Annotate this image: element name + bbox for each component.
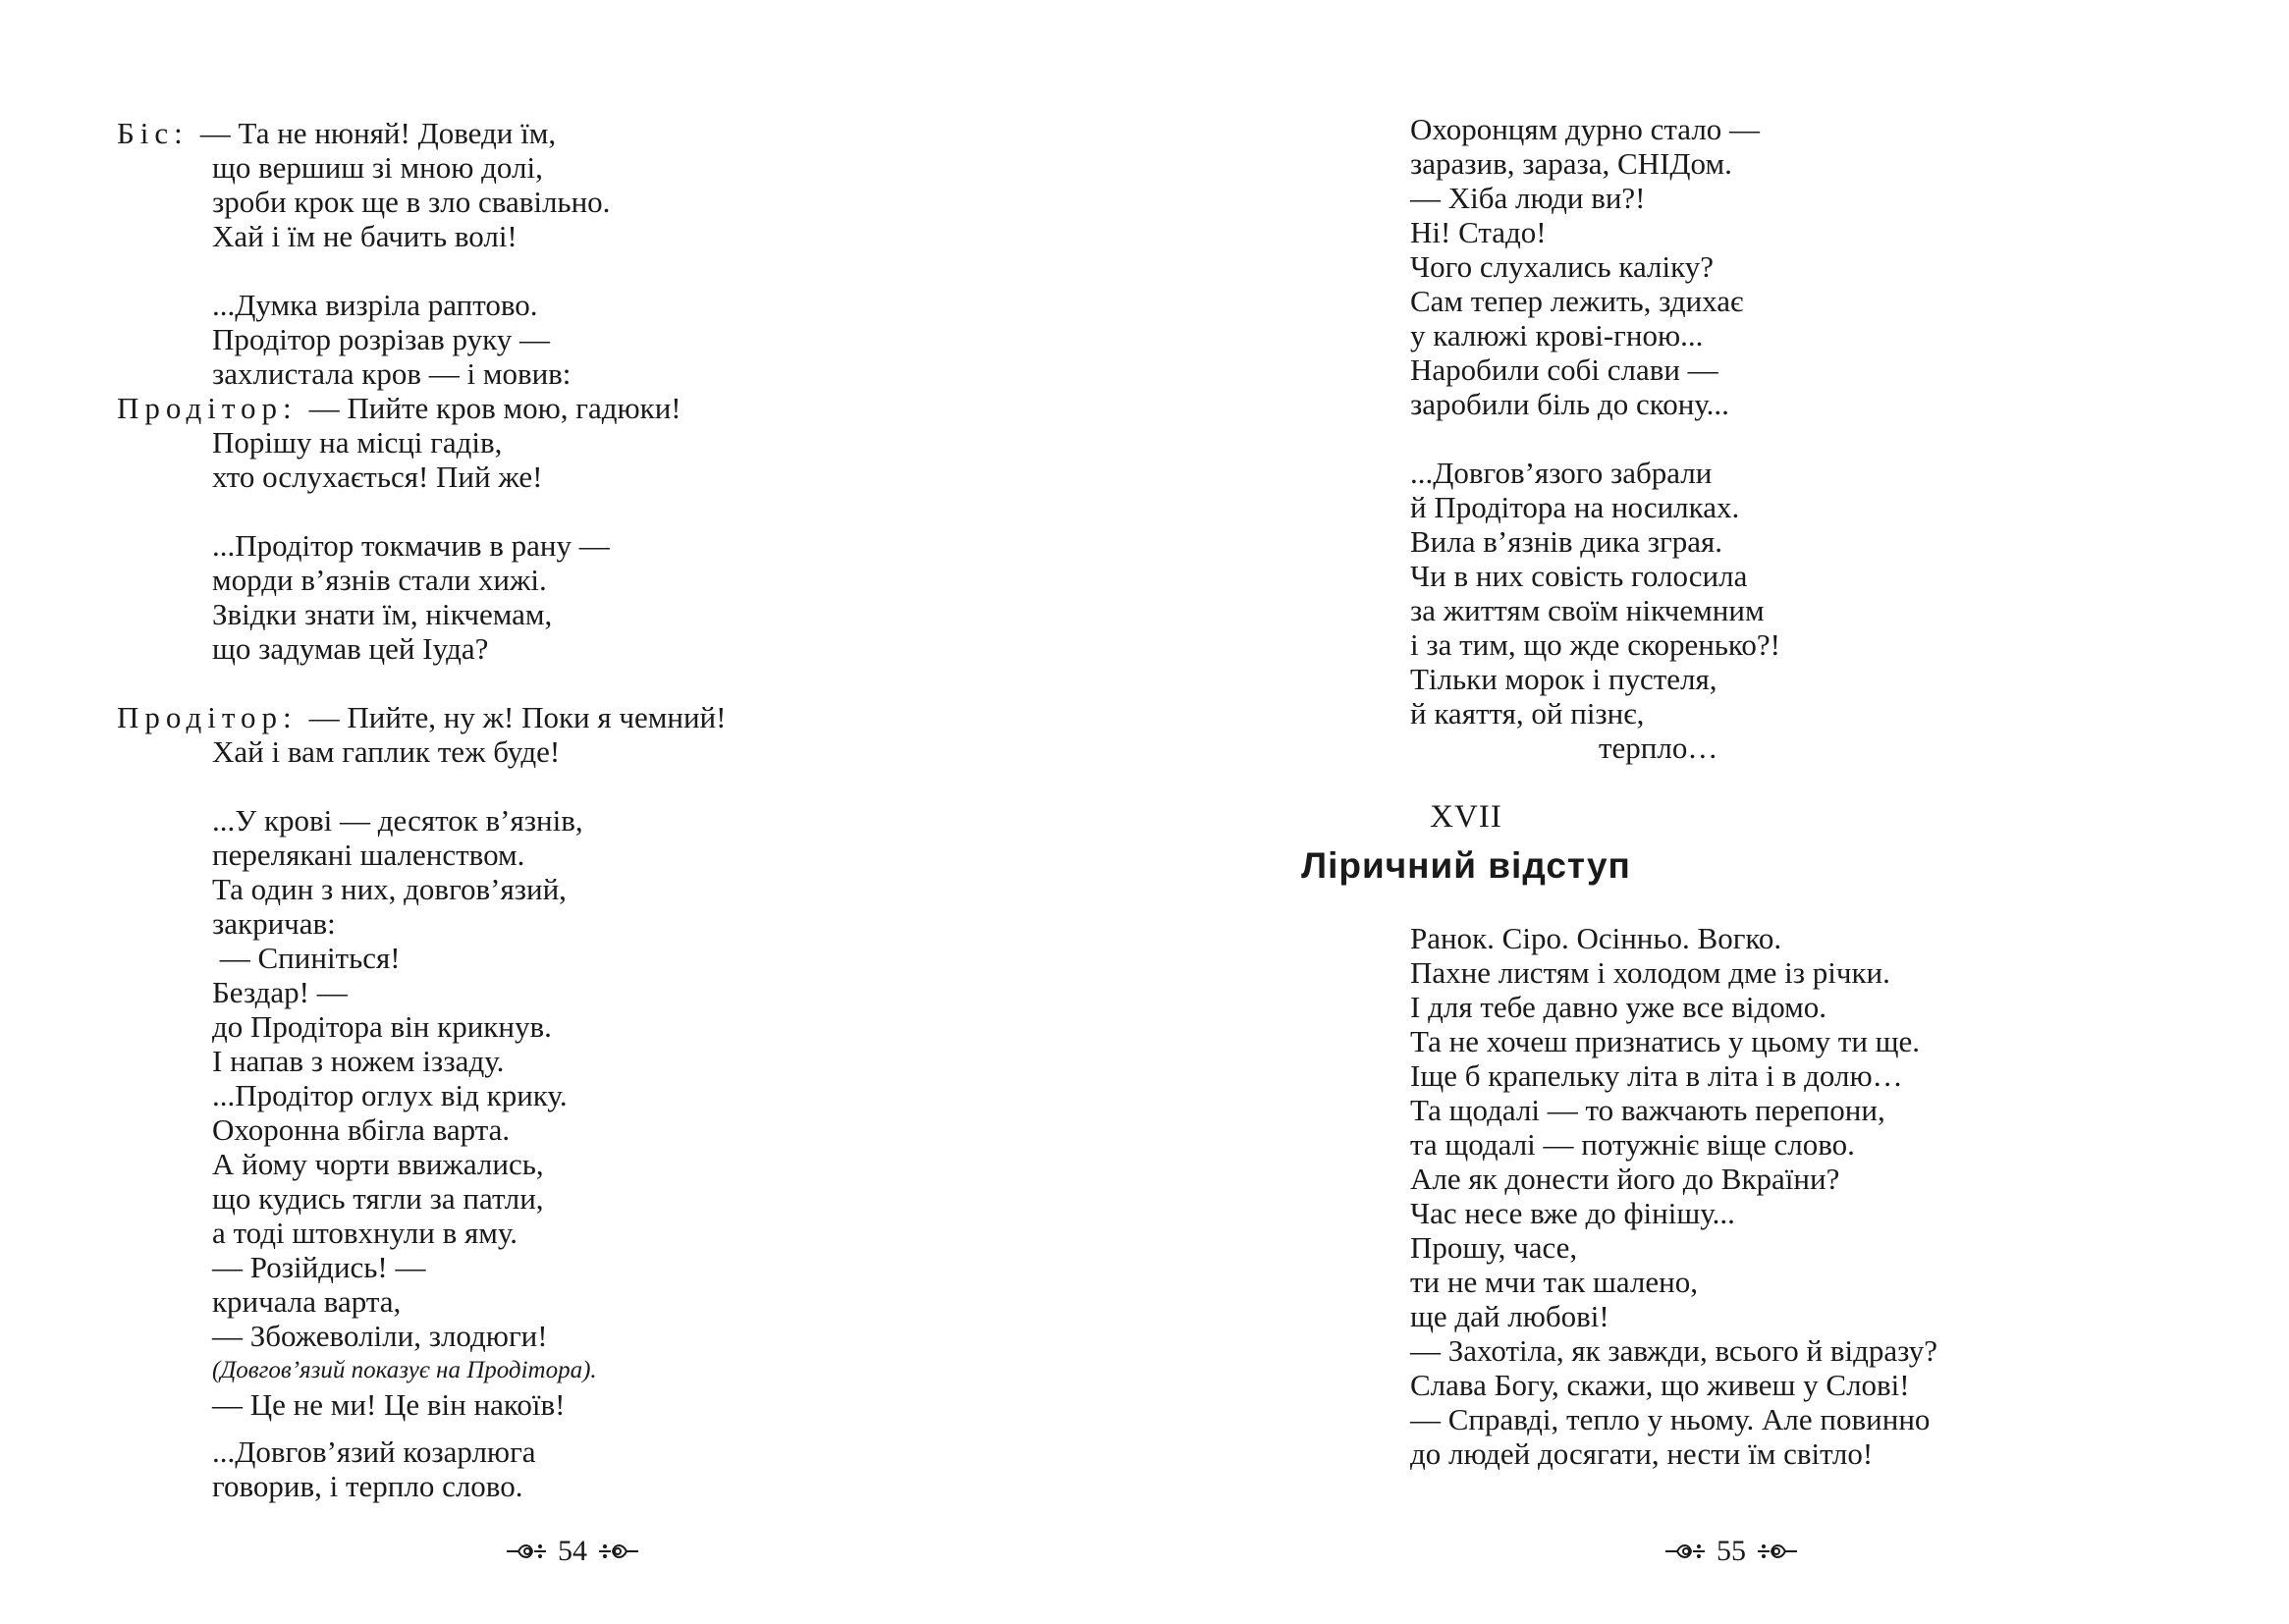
verse-line (1410, 146, 2255, 181)
verse-text: Чи в них совість голосила (1410, 559, 1748, 593)
verse-line (0, 872, 1144, 906)
stage-direction: (Довгов’язий показує на Продітора). (212, 1357, 597, 1383)
verse-text: Вила в’язнів дика зграя. (1410, 524, 1722, 559)
verse-text: закричав: (212, 906, 336, 941)
verse-text: А йому чорти ввижались, (212, 1147, 544, 1181)
stanza-break (1410, 421, 2255, 456)
verse-text: говорив, і терпло слово. (212, 1469, 523, 1503)
verse-line (0, 1353, 1144, 1387)
chapter-title: Ліричний відступ (1301, 845, 1631, 886)
fleuron-icon (597, 1541, 640, 1562)
verse-text: Та не хочеш признатись у цьому ти ще. (1410, 1024, 1921, 1058)
verse-line (0, 1469, 1144, 1503)
verse-text: — Це не ми! Це він накоїв! (212, 1387, 566, 1422)
verse-text: ...Довгов’язого забрали (1410, 456, 1713, 490)
verse-text: морди в’язнів стали хижі. (212, 563, 547, 597)
verse-line (1410, 456, 2255, 490)
verse-line (1410, 1162, 2255, 1196)
verse-line (1410, 1333, 2255, 1368)
verse-line (0, 219, 1144, 253)
verse-text: — Хіба люди ви?! (1410, 181, 1646, 215)
verse-text: до Продітора він крикнув. (212, 1009, 552, 1044)
verse-text: Охоронна вбігла варта. (212, 1112, 511, 1147)
verse-text: зроби крок ще в зло свавільно. (212, 185, 611, 219)
verse-text: захлистала кров — і мовив: (212, 356, 572, 391)
verse-text: І напав з ножем іззаду. (212, 1044, 505, 1078)
verse-line (0, 803, 1144, 838)
verse-line (1410, 955, 2255, 990)
verse-line (1410, 593, 2255, 627)
verse-text: Та щодалі — то важчають перепони, (1410, 1093, 1885, 1127)
verse-text: — Пийте кров мою, гадюки! (308, 391, 681, 425)
verse-text: Іще б крапельку літа в літа і в долю… (1410, 1058, 1903, 1093)
verse-line (1410, 1299, 2255, 1333)
verse-line (0, 1216, 1144, 1250)
verse-line (0, 1044, 1144, 1078)
verse-line (0, 1112, 1144, 1147)
verse-line (0, 425, 1144, 460)
verse-line (1410, 352, 2255, 387)
right-verse-bottom (1410, 921, 2255, 1471)
right-verse-top (1410, 112, 2255, 765)
verse-text: Слава Богу, скажи, що живеш у Слові! (1410, 1368, 1910, 1402)
verse-line (1410, 559, 2255, 593)
verse-text: Порішу на місці гадів, (212, 425, 503, 460)
verse-text: заробили біль до скону... (1410, 387, 1729, 421)
stanza-break (0, 494, 1144, 528)
right-folio (1663, 1532, 1799, 1571)
left-verse (0, 116, 1144, 1503)
verse-line (1410, 215, 2255, 249)
verse-text: Продітор розрізав руку — (212, 322, 550, 356)
left-folio (505, 1532, 640, 1571)
verse-text: Тільки морок і пустеля, (1410, 662, 1717, 696)
verse-text: Бездар! — (212, 975, 348, 1009)
page-number-right: 55 (1717, 1535, 1746, 1567)
verse-text: що кудись тягли за патли, (212, 1181, 544, 1216)
verse-text: Охоронцям дурно стало — (1410, 112, 1761, 146)
verse-line (0, 1387, 1144, 1422)
verse-text: перелякані шаленством. (212, 838, 525, 872)
verse-line (0, 1319, 1144, 1353)
verse-text: заразив, зараза, СНІДом. (1410, 146, 1732, 181)
verse-text: — Захотіла, як завжди, всього й відразу? (1410, 1333, 1937, 1368)
fleuron-icon (1756, 1541, 1799, 1562)
verse-line (1410, 1024, 2255, 1058)
stanza-break (0, 666, 1144, 700)
verse-line (0, 941, 1144, 975)
verse-text: що задумав цей Іуда? (212, 631, 489, 666)
verse-text: ...Продітор токмачив в рану — (212, 528, 610, 563)
verse-text: ...Продітор оглух від крику. (212, 1078, 568, 1112)
stanza-break (0, 769, 1144, 803)
verse-line (1410, 627, 2255, 662)
verse-line (1410, 181, 2255, 215)
verse-line (0, 1078, 1144, 1112)
verse-line (1410, 524, 2255, 559)
verse-text: — Спиніться! (212, 941, 401, 975)
verse-line (1410, 731, 2255, 765)
verse-text: й каяття, ой пізнє, (1410, 696, 1645, 731)
verse-line (0, 838, 1144, 872)
verse-text: і за тим, що жде скоренько?! (1410, 627, 1780, 662)
verse-line (0, 1284, 1144, 1319)
verse-text: Звідки знати їм, нікчемам, (212, 597, 553, 631)
stanza-break (0, 1422, 1144, 1435)
page-number-left: 54 (558, 1535, 587, 1567)
verse-line (1410, 1196, 2255, 1230)
verse-line (1410, 921, 2255, 955)
verse-text: ...У крові — десяток в’язнів, (212, 803, 583, 838)
verse-line (1410, 990, 2255, 1024)
verse-line (0, 116, 1144, 150)
verse-text: — Розійдись! — (212, 1250, 426, 1284)
verse-line (1410, 1093, 2255, 1127)
verse-line (1410, 490, 2255, 524)
verse-line (0, 356, 1144, 391)
fleuron-icon (505, 1541, 548, 1562)
verse-text: що вершиш зі мною долі, (212, 150, 543, 185)
verse-text: — Пийте, ну ж! Поки я чемний! (308, 700, 727, 734)
verse-line (1410, 284, 2255, 318)
verse-text: Сам тепер лежить, здихає (1410, 284, 1744, 318)
verse-line (0, 150, 1144, 185)
verse-line (1410, 112, 2255, 146)
verse-text: Ні! Стадо! (1410, 215, 1547, 249)
verse-line (0, 322, 1144, 356)
verse-line (1410, 1402, 2255, 1436)
speaker-label: Продітор: (117, 391, 298, 425)
verse-line (1410, 1265, 2255, 1299)
verse-text: за життям своїм нікчемним (1410, 593, 1765, 627)
verse-text: а тоді штовхнули в яму. (212, 1216, 518, 1250)
verse-text: у калюжі крові-гною... (1410, 318, 1704, 352)
verse-line (1410, 1127, 2255, 1162)
verse-line (0, 288, 1144, 322)
verse-line (0, 975, 1144, 1009)
verse-text: — Збожеволіли, злодюги! (212, 1319, 548, 1353)
verse-text: Але як донести його до Вкраїни? (1410, 1162, 1840, 1196)
fleuron-icon (1663, 1541, 1707, 1562)
verse-text: й Продітора на носилках. (1410, 490, 1740, 524)
verse-text: Ранок. Сіро. Осінньо. Вогко. (1410, 921, 1782, 955)
verse-line (1410, 1436, 2255, 1471)
verse-text: Хай і вам гаплик теж буде! (212, 734, 561, 769)
verse-text: Час несе вже до фінішу... (1410, 1196, 1735, 1230)
verse-line (0, 906, 1144, 941)
verse-line (1410, 1230, 2255, 1265)
verse-text: кричала варта, (212, 1284, 402, 1319)
verse-text: ...Думка визріла раптово. (212, 288, 538, 322)
verse-line (0, 1009, 1144, 1044)
verse-text: ...Довгов’язий козарлюга (212, 1435, 536, 1469)
verse-line (0, 597, 1144, 631)
verse-text: Чого слухались каліку? (1410, 249, 1714, 284)
verse-line (0, 1147, 1144, 1181)
stanza-break (0, 253, 1144, 288)
verse-text: І для тебе давно уже все відомо. (1410, 990, 1827, 1024)
verse-text: Прошу, часе, (1410, 1230, 1578, 1265)
verse-line (1410, 1368, 2255, 1402)
verse-text: хто ослухається! Пий же! (212, 460, 543, 494)
verse-text: до людей досягати, нести їм світло! (1410, 1436, 1874, 1471)
verse-text: ще дай любові! (1410, 1299, 1609, 1333)
verse-line (0, 1181, 1144, 1216)
verse-line (1410, 696, 2255, 731)
verse-text: Наробили собі слави — (1410, 352, 1718, 387)
verse-text: терпло… (1599, 731, 1718, 765)
verse-line (1410, 318, 2255, 352)
verse-line (0, 734, 1144, 769)
speaker-label: Біс: (117, 116, 189, 150)
verse-text: Пахне листям і холодом дме із річки. (1410, 955, 1890, 990)
verse-line (0, 460, 1144, 494)
verse-line (0, 631, 1144, 666)
verse-line (1410, 249, 2255, 284)
verse-text: — Справді, тепло у ньому. Але повинно (1410, 1402, 1931, 1436)
speaker-label: Продітор: (117, 700, 298, 734)
verse-line (1410, 1058, 2255, 1093)
verse-line (0, 391, 1144, 425)
verse-line (0, 185, 1144, 219)
verse-line (1410, 387, 2255, 421)
verse-text: — Та не нюняй! Доведи їм, (199, 116, 557, 150)
verse-text: та щодалі — потужніє віще слово. (1410, 1127, 1855, 1162)
left-page (0, 0, 1144, 1624)
verse-line (1410, 662, 2255, 696)
verse-text: Хай і їм не бачить волі! (212, 219, 518, 253)
verse-line (0, 528, 1144, 563)
verse-text: Та один з них, довгов’язий, (212, 872, 567, 906)
chapter-number: XVII (1430, 799, 1502, 835)
verse-line (0, 1435, 1144, 1469)
verse-line (0, 563, 1144, 597)
verse-text: ти не мчи так шалено, (1410, 1265, 1699, 1299)
verse-line (0, 700, 1144, 734)
verse-line (0, 1250, 1144, 1284)
